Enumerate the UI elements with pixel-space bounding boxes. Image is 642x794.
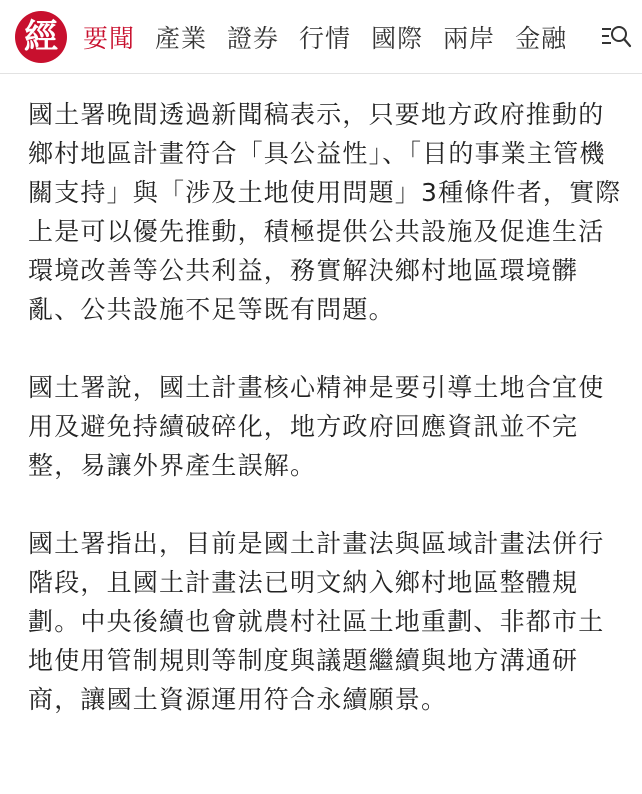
nav-item-market[interactable]: 行情 xyxy=(299,24,352,53)
top-navbar xyxy=(0,0,642,74)
category-nav xyxy=(83,0,602,74)
article-paragraph: 國土署晚間透過新聞稿表示，只要地方政府推動的鄉村地區計畫符合「具公益性」、「目的事業主管機關支持」與「涉及土地使用問題」3種條件者，實際上是可以優先推動，積極提供公共設施及促進生活環境改善等公共利益，務實解決鄉村地區環境髒亂、公共設施不足等既有問題。 xyxy=(28,100,622,324)
nav-item-cross-strait[interactable]: 兩岸 xyxy=(443,24,496,53)
article-body xyxy=(0,95,642,719)
search-icon xyxy=(600,20,632,52)
article-paragraph: 國土署指出，目前是國土計畫法與區域計畫法併行階段，且國土計畫法已明文納入鄉村地區整體規劃。中央後續也會就農村社區土地重劃、非都市土地使用管制規則等制度與議題繼續與地方溝通研商，讓國土資源運用符合永續願景。 xyxy=(28,529,605,714)
nav-item-industry[interactable]: 產業 xyxy=(155,24,208,53)
article-paragraph: 國土署說，國土計畫核心精神是要引導土地合宜使用及避免持續破碎化，地方政府回應資訊並不完整，易讓外界產生誤解。 xyxy=(28,373,605,480)
search-button[interactable] xyxy=(600,20,632,52)
nav-item-finance[interactable]: 金融 xyxy=(515,24,568,53)
nav-item-securities[interactable]: 證券 xyxy=(227,24,280,53)
brand-logo[interactable]: 經 xyxy=(15,11,67,63)
nav-item-international[interactable]: 國際 xyxy=(371,24,424,53)
nav-item-headlines[interactable]: 要聞 xyxy=(83,24,136,53)
